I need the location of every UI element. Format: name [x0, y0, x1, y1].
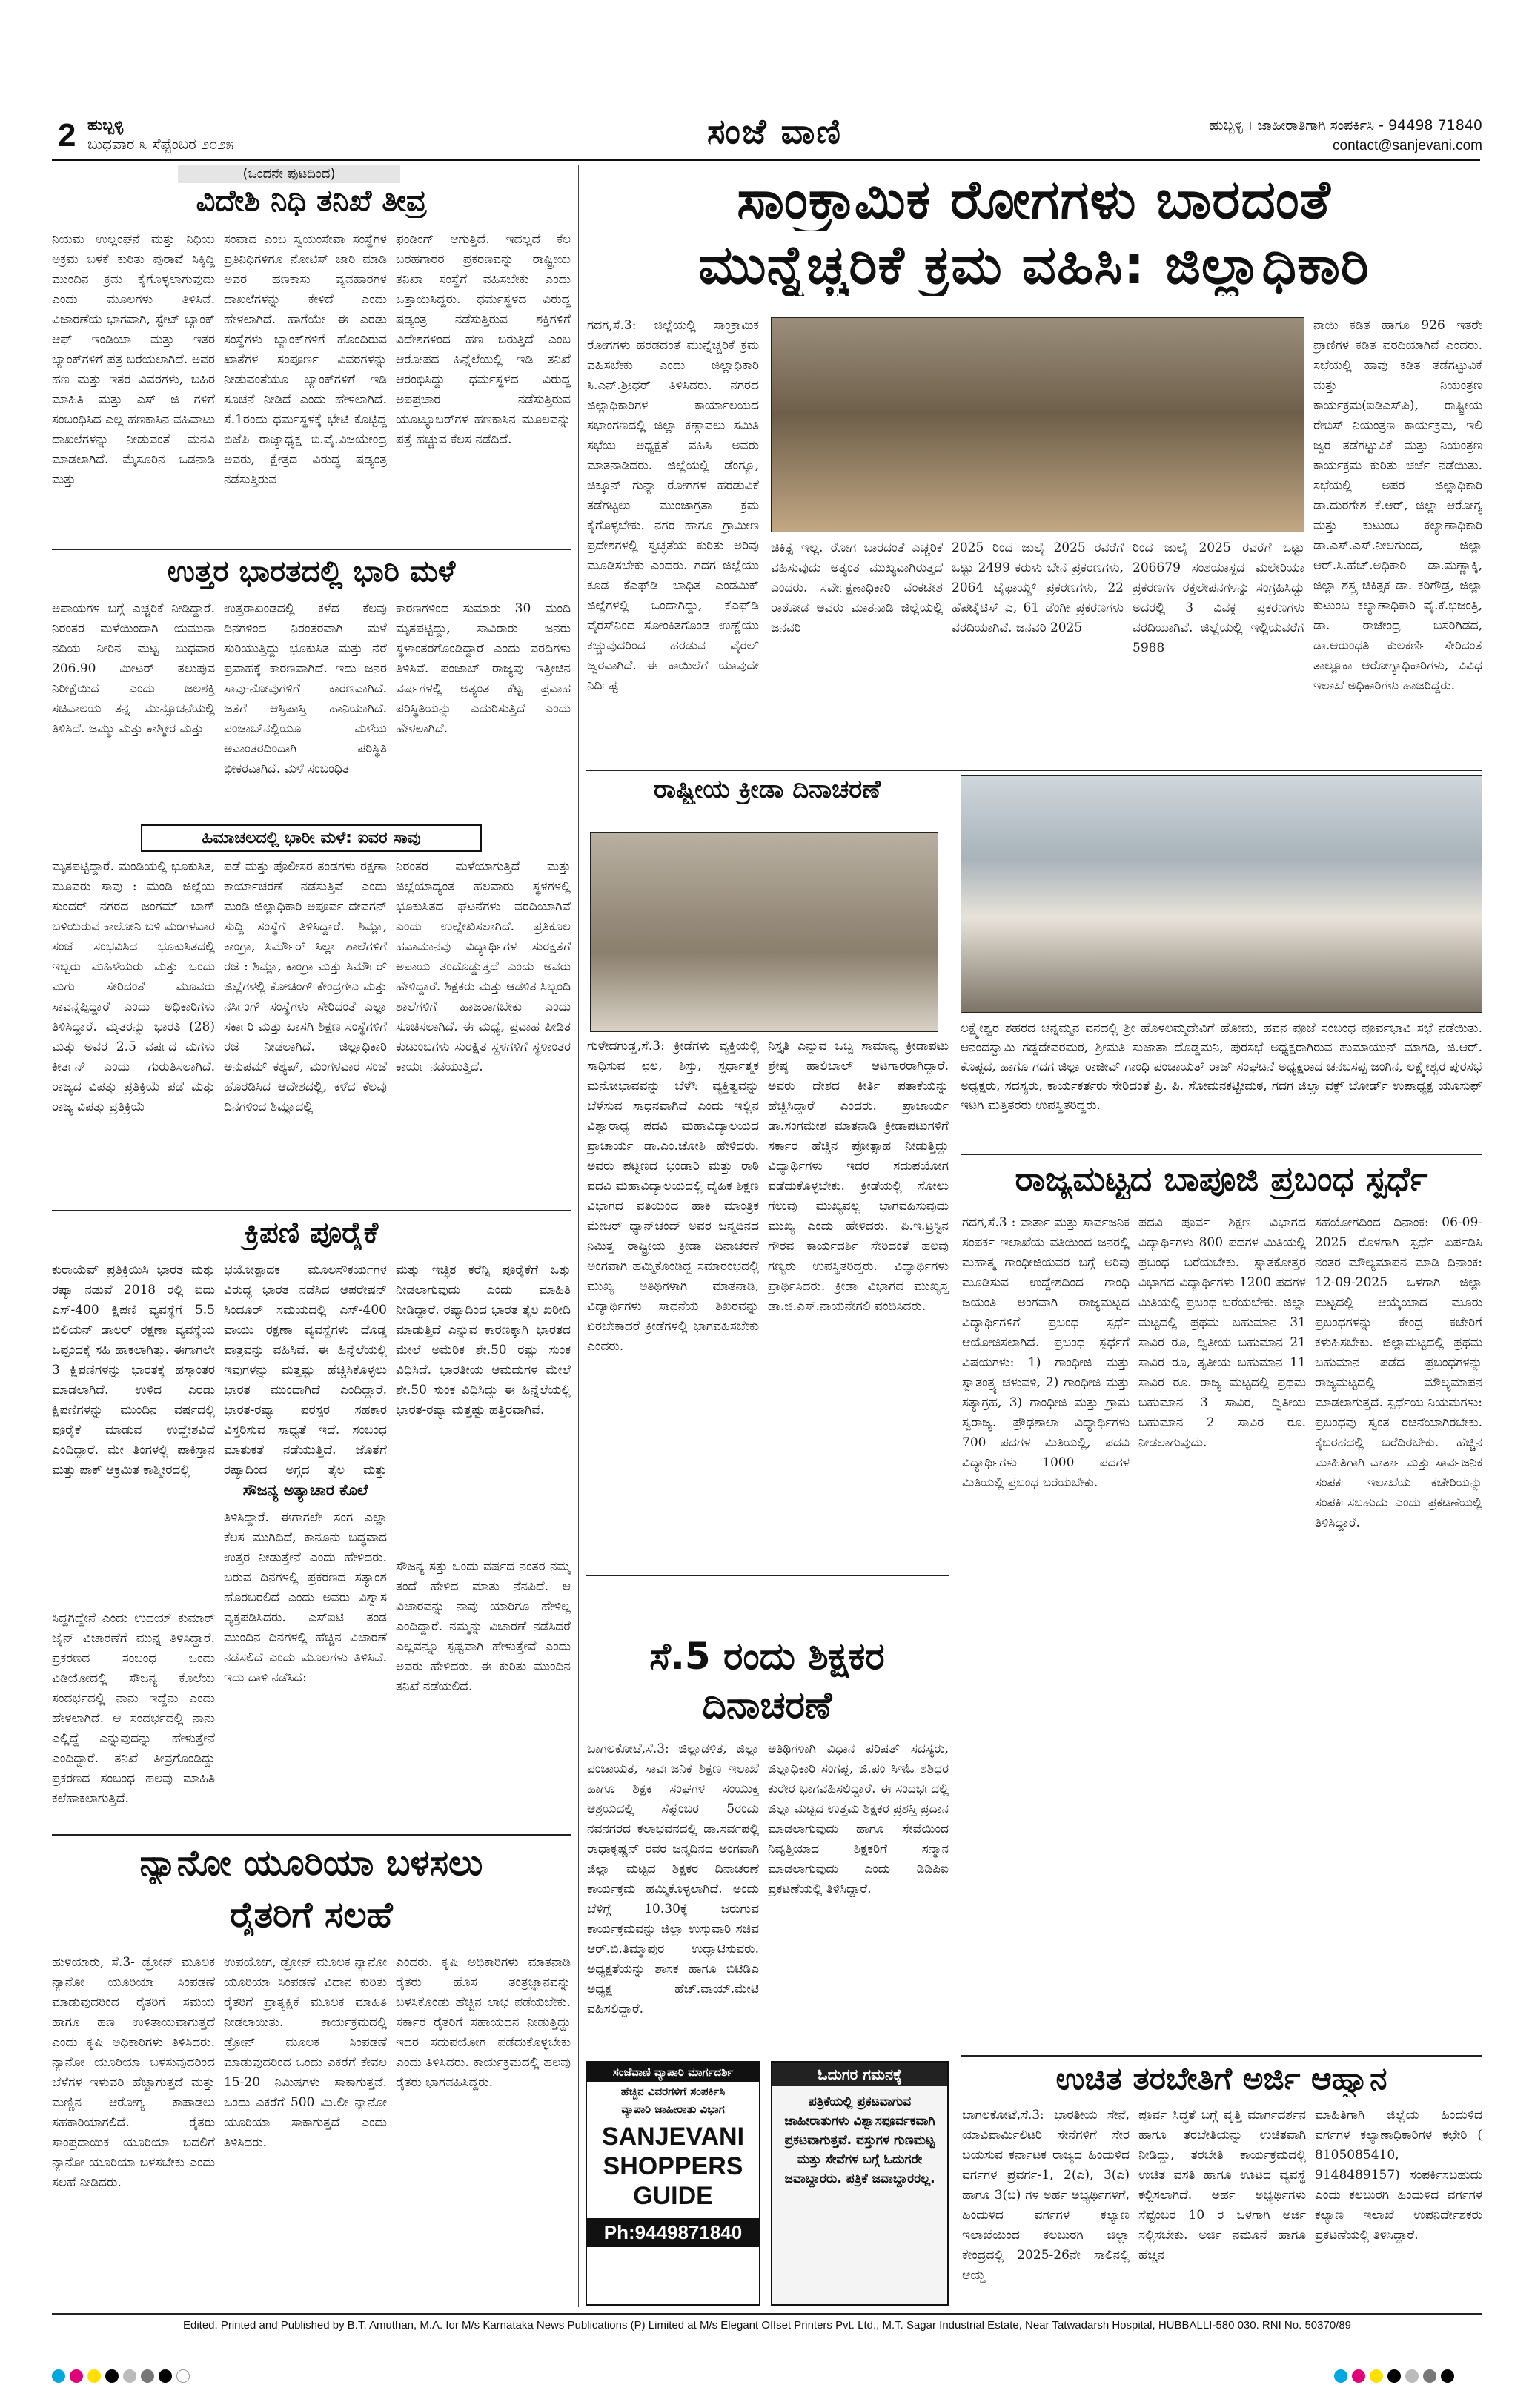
- reader-notice-body: ಪತ್ರಿಕೆಯಲ್ಲಿ ಪ್ರಕಟವಾಗುವ ಜಾಹೀರಾತುಗಳು ವಿಶ್ವಾಸಪೂರ್ವಕವಾಗಿ ಪ್ರಕಟವಾಗುತ್ತವೆ. ವಸ್ತುಗಳ ಗುಣಮಟ್ಟ ಮತ್ತು ಸೇವೆಗಳ ಬಗ್ಗೆ ಓದುಗರೇ ಜವಾಬ್ದಾರರು. ಪತ್ರಿಕೆ ಜವಾಬ್ದಾರರಲ್ಲ.: [784, 2094, 935, 2186]
- missile-col3: ಮತ್ತು ಇಚ್ಛಿತ ಕರೆನ್ಸಿ ಪೂರೈಕೆಗೆ ಒತ್ತು ನೀಡಲಾಗುವುದು ಎಂದು ಮಾಹಿತಿ ನೀಡಿದ್ದಾರೆ. ರಷ್ಯಾದಿಂದ ಭಾರತ ತೈಲ ಖರೀದಿ ಮಾಡುತ್ತಿದೆ ಎನ್ನುವ ಕಾರಣಕ್ಕಾಗಿ ಭಾರತದ ಮೇಲೆ ಅಮೆರಿಕ ಶೇ.50 ರಷ್ಟು ಸುಂಕ ವಿಧಿಸಿದೆ. ಭಾರತೀಯ ಆಮದುಗಳ ಮೇಲೆ ಶೇ.50 ಸುಂಕ ವಿಧಿಸಿದ್ದು ಈ ಹಿನ್ನೆಲೆಯಲ್ಲಿ ಭಾರತ-ರಷ್ಯಾ ಮತ್ತಷ್ಟು ಹತ್ತಿರವಾಗಿವೆ.: [396, 1263, 571, 1418]
- north-rain-col1: ಅಪಾಯಗಳ ಬಗ್ಗೆ ಎಚ್ಚರಿಕೆ ನೀಡಿದ್ದಾರೆ. ನಿರಂತರ ಮಳೆಯಿಂದಾಗಿ ಯಮುನಾ ನದಿಯ ನೀರಿನ ಮಟ್ಟ ಬುಧವಾರ 206.90 ಮೀಟರ್ ತಲುಪುವ ನಿರೀಕ್ಷೆಯಿದೆ ಎಂದು ಜಲಶಕ್ತಿ ಸಚಿವಾಲಯ ತನ್ನ ಮುನ್ಸೂಚನೆಯಲ್ಲಿ ತಿಳಿಸಿದೆ. ಜಮ್ಮು ಮತ್ತು ಕಾಶ್ಮೀರ ಮತ್ತು: [52, 601, 215, 736]
- nano-urea-col3: ಎಂದರು. ಕೃಷಿ ಅಧಿಕಾರಿಗಳು ಮಾತನಾಡಿ ರೈತರು ಹೊಸ ತಂತ್ರಜ್ಞಾನವನ್ನು ಬಳಸಿಕೊಂಡು ಹೆಚ್ಚಿನ ಲಾಭ ಪಡೆಯಬೇಕು. ಸರ್ಕಾರ ರೈತರಿಗೆ ಸಹಾಯಧನ ನೀಡುತ್ತಿದ್ದು ಇದರ ಸದುಪಯೋಗ ಪಡೆದುಕೊಳ್ಳಬೇಕು ಎಂದು ತಿಳಿಸಿದರು. ಕಾರ್ಯಕ್ರಮದಲ್ಲಿ ಹಲವು ರೈತರು ಭಾಗವಹಿಸಿದ್ದರು.: [396, 1955, 571, 2090]
- masthead-title: ಸಂಜೆ ವಾಣಿ: [707, 111, 842, 151]
- registration-dot-black2: [159, 2369, 172, 2383]
- free-training-col3: ಮಾಹಿತಿಗಾಗಿ ಜಿಲ್ಲೆಯ ಹಿಂದುಳಿದ ವರ್ಗಗಳ ಕಲ್ಯಾಣಾಧಿಕಾರಿಗಳ ಕಛೇರಿ ( 8105085410, 9148489157) ಸಂಪರ್ಕಿಸಬಹುದು ಎಂದು ಕಲಬುರಗಿ ಹಿಂದುಳಿದ ವರ್ಗಗಳ ಕಲ್ಯಾಣ ಇಲಾಖೆ ಉಪನಿರ್ದೇಶಕರು ಪ್ರಕಟಣೆಯಲ್ಲಿ ತಿಳಿಸಿದ್ದಾರೆ.: [1315, 2108, 1482, 2243]
- headline-himachal: ಹಿಮಾಚಲದಲ್ಲಿ ಭಾರೀ ಮಳೆ: ಐವರ ಸಾವು: [141, 824, 482, 852]
- headline-teachers-day-1: ಸೆ.5 ರಂದು ಶಿಕ್ಷಕರ: [649, 1635, 885, 1678]
- harassment-col2: ತಿಳಿಸಿದ್ದಾರೆ. ಈಗಾಗಲೇ ಸಂಗ ಎಲ್ಲಾ ಕೆಲಸ ಮುಗಿದಿದೆ, ಕಾನೂನು ಬದ್ಧವಾದ ಉತ್ತರ ನೀಡುತ್ತೇನೆ ಎಂದು ಹೇಳಿದರು. ಬರುವ ದಿನಗಳಲ್ಲಿ ಪ್ರಕರಣದ ಸತ್ಯಾಂಶ ಹೊರಬರಲಿದೆ ಎಂದು ಅವರು ವಿಶ್ವಾಸ ವ್ಯಕ್ತಪಡಿಸಿದರು. ಎಸ್ಐಟಿ ತಂಡ ಮುಂದಿನ ದಿನಗಳಲ್ಲಿ ಹೆಚ್ಚಿನ ವಿಚಾರಣೆ ನಡೆಸಲಿದೆ ಎಂದು ಮೂಲಗಳು ತಿಳಿಸಿವೆ. ಇದು ದಾಳಿ ನಡೆಸಿದೆ:: [224, 1510, 387, 1685]
- missile-col2: ಭಯೋತ್ಪಾದಕ ಮೂಲಸೌಕರ್ಯಗಳ ವಿರುದ್ಧ ಭಾರತ ನಡೆಸಿದ ಆಪರೇಷನ್ ಸಿಂದೂರ್ ಸಮಯದಲ್ಲಿ ಎಸ್-400 ವಾಯು ರಕ್ಷಣಾ ವ್ಯವಸ್ಥೆಗಳು ದೊಡ್ಡ ಪಾತ್ರವನ್ನು ವಹಿಸಿವೆ. ಈ ಹಿನ್ನೆಲೆಯಲ್ಲಿ ಇವುಗಳನ್ನು ಮತ್ತಷ್ಟು ಹೆಚ್ಚಿಸಿಕೊಳ್ಳಲು ಭಾರತ ಮುಂದಾಗಿದೆ ಎಂದಿದ್ದಾರೆ. ಭಾರತ-ರಷ್ಯಾ ಪರಸ್ಪರ ಸಹಕಾರ ವಿಸ್ತರಿಸುವ ಸಾಧ್ಯತೆ ಇದೆ. ಸಂಬಂಧ ಮಾತುಕತೆ ನಡೆಯುತ್ತಿದೆ. ಜೊತೆಗೆ ರಷ್ಯಾದಿಂದ ಅಗ್ಗದ ತೈಲ ಮತ್ತು: [224, 1263, 387, 1478]
- nano-urea-col1: ಹುಳಿಯಾರು, ಸೆ.3- ಡ್ರೋನ್ ಮೂಲಕ ನ್ಯಾನೋ ಯೂರಿಯಾ ಸಿಂಪಡಣೆ ಮಾಡುವುದರಿಂದ ರೈತರಿಗೆ ಸಮಯ ಹಾಗೂ ಹಣ ಉಳಿತಾಯವಾಗುತ್ತದೆ ಎಂದು ಕೃಷಿ ಅಧಿಕಾರಿಗಳು ತಿಳಿಸಿದರು. ನ್ಯಾನೋ ಯೂರಿಯಾ ಬಳಸುವುದರಿಂದ ಬೆಳೆಗಳ ಇಳುವರಿ ಹೆಚ್ಚಾಗುತ್ತದೆ ಮತ್ತು ಮಣ್ಣಿನ ಆರೋಗ್ಯ ಕಾಪಾಡಲು ಸಹಕಾರಿಯಾಗಲಿದೆ. ರೈತರು ಸಾಂಪ್ರದಾಯಿಕ ಯೂರಿಯಾ ಬದಲಿಗೆ ನ್ಯಾನೋ ಯೂರಿಯಾ ಬಳಸಬೇಕು ಎಂದು ಸಲಹೆ ನೀಡಿದರು.: [52, 1955, 215, 2190]
- registration-dot-grey2: [1423, 2369, 1436, 2383]
- epidemic-col-mid1: 2025 ರಿಂದ ಜುಲೈ 2025 ರವರೆಗೆ ಒಟ್ಟು 2499 ಕರುಳು ಬೇನೆ ಪ್ರಕರಣಗಳು, 2064 ಟೈಫಾಯ್ಡ್ ಪ್ರಕರಣಗಳು, 22 ಹೆಪಟೈಟಿಸ್ ಎ, 61 ಡೆಂಗೀ ಪ್ರಕರಣಗಳು ವರದಿಯಾಗಿವೆ. ಜನವರಿ 2025: [952, 540, 1124, 635]
- registration-dot-yellow: [87, 2369, 101, 2383]
- bapuji-col2: ಪದವಿ ಪೂರ್ವ ಶಿಕ್ಷಣ ವಿಭಾಗದ ವಿದ್ಯಾರ್ಥಿಗಳು 800 ಪದಗಳ ಮಿತಿಯಲ್ಲಿ ಪ್ರಬಂಧ ಬರೆಯಬೇಕು. ಸ್ನಾತಕೋತ್ತರ ವಿಭಾಗದ ವಿದ್ಯಾರ್ಥಿಗಳು 1200 ಪದಗಳ ಮಿತಿಯಲ್ಲಿ ಪ್ರಬಂಧ ಬರೆಯಬೇಕು. ಜಿಲ್ಲಾ ಮಟ್ಟದಲ್ಲಿ ಪ್ರಥಮ ಬಹುಮಾನ 31 ಸಾವಿರ ರೂ, ದ್ವಿತೀಯ ಬಹುಮಾನ 21 ಸಾವಿರ ರೂ, ತೃತೀಯ ಬಹುಮಾನ 11 ಸಾವಿರ ರೂ. ರಾಜ್ಯ ಮಟ್ಟದಲ್ಲಿ ಪ್ರಥಮ ಬಹುಮಾನ 3 ಸಾವಿರ, ದ್ವಿತೀಯ ಬಹುಮಾನ 2 ಸಾವಿರ ರೂ. ನೀಡಲಾಗುವುದು.: [1138, 1215, 1306, 1450]
- free-training-col2: ಪೂರ್ವ ಸಿದ್ಧತೆ ಬಗ್ಗೆ ವೃತ್ತಿ ಮಾರ್ಗದರ್ಶನ ಹಾಗೂ ತರಬೇತಿಯನ್ನು ಉಚಿತವಾಗಿ ನೀಡಿದ್ದು, ತರಬೇತಿ ಕಾರ್ಯಕ್ರಮದಲ್ಲಿ ಉಚಿತ ವಸತಿ ಹಾಗೂ ಊಟದ ವ್ಯವಸ್ಥೆ ಕಲ್ಪಿಸಲಾಗಿದೆ. ಅರ್ಹ ಅಭ್ಯರ್ಥಿಗಳು ಸೆಪ್ಟೆಂಬರ 10 ರ ಒಳಗಾಗಿ ಅರ್ಜಿ ಸಲ್ಲಿಸಬೇಕು. ಅರ್ಜಿ ನಮೂನೆ ಹಾಗೂ ಹೆಚ್ಚಿನ: [1138, 2108, 1306, 2263]
- page-number: 2: [58, 117, 76, 153]
- headline-free-training: ಉಚಿತ ತರಬೇತಿಗೆ ಅರ್ಜಿ ಆಹ್ವಾನ: [1055, 2061, 1387, 2097]
- fund-probe-col2: ಸಂವಾದ ಎಂಬ ಸ್ವಯಂಸೇವಾ ಸಂಸ್ಥೆಗಳ ಪ್ರತಿನಿಧಿಗಳಿಗೂ ನೋಟಿಸ್ ಜಾರಿ ಮಾಡಿ ಅವರ ಹಣಕಾಸು ವ್ಯವಹಾರಗಳ ದಾಖಲೆಗಳನ್ನು ಕೇಳಿದೆ ಎಂದು ಹೇಳಲಾಗಿದೆ. ಹಾಗೆಯೇ ಈ ಎರಡು ಸಂಸ್ಥೆಗಳು ಬ್ಯಾಂಕ್‌ಗಳಿಗೆ ಹೊಂದಿರುವ ಖಾತೆಗಳ ಸಂಪೂರ್ಣ ವಿವರಗಳನ್ನು ನೀಡುವಂತೆಯೂ ಬ್ಯಾಂಕ್‌ಗಳಿಗೆ ಇಡಿ ಸೂಚನೆ ನೀಡಿದೆ ಎಂದು ಹೇಳಲಾಗಿದೆ. ಸೆ.1ರಂದು ಧರ್ಮಸ್ಥಳಕ್ಕೆ ಭೇಟಿ ಕೊಟ್ಟಿದ್ದ ಬಿಜೆಪಿ ರಾಜ್ಯಾಧ್ಯಕ್ಷ ಬಿ.ವೈ.ವಿಜಯೇಂದ್ರ ಅವರು, ಕ್ಷೇತ್ರದ ವಿರುದ್ಧ ಷಡ್ಯಂತ್ರ ನಡೆಸುತ್ತಿರುವ: [224, 232, 387, 487]
- harassment-col3: ಸೌಜನ್ಯ ಸತ್ತು ಒಂದು ವರ್ಷದ ನಂತರ ನಮ್ಮ ತಂದೆ ಹೇಳಿದ ಮಾತು ನೆನಪಿದೆ. ಆ ವಿಚಾರವನ್ನು ನಾವು ಯಾರಿಗೂ ಹೇಳಿಲ್ಲ ಎಂದಿದ್ದಾರೆ. ನಮ್ಮನ್ನು ವಿಚಾರಣೆ ನಡೆಸಿದರೆ ಎಲ್ಲವನ್ನೂ ಸ್ಪಷ್ಟವಾಗಿ ಹೇಳುತ್ತೇವೆ ಎಂದು ಅವರು ಹೇಳಿದರು. ಈ ಕುರಿತು ಮುಂದಿನ ತನಿಖೆ ನಡೆಯಲಿದೆ.: [396, 1559, 571, 1694]
- registration-marks-left: [52, 2369, 194, 2386]
- epidemic-col-mid2: ರಿಂದ ಜುಲೈ 2025 ರವರೆಗೆ ಒಟ್ಟು 206679 ಸಂಶಯಾಸ್ಪದ ಮಲೇರಿಯಾ ಪ್ರಕರಣಗಳ ರಕ್ತಲೇಪನಗಳನ್ನು ಸಂಗ್ರಹಿಸಿದ್ದು ಅದರಲ್ಲಿ 3 ವಿವಕ್ಸ ಪ್ರಕರಣಗಳು ವರದಿಯಾಗಿವೆ. ಜಿಲ್ಲೆಯಲ್ಲಿ ಇಲ್ಲಿಯವರೆಗೆ 5988: [1133, 540, 1304, 655]
- header-city: ಹುಬ್ಬಳ್ಳಿ: [87, 116, 124, 133]
- registration-dot-magenta: [70, 2369, 83, 2383]
- registration-dot-grey: [123, 2369, 136, 2383]
- shoppers-ad-dept: ವ್ಯಾಪಾರಿ ಜಾಹೀರಾತು ವಿಭಾಗ: [621, 2103, 725, 2116]
- registration-dot-cyan: [52, 2369, 65, 2383]
- teachers-day-col1: ಬಾಗಲಕೋಟೆ,ಸೆ.3: ಜಿಲ್ಲಾಡಳಿತ, ಜಿಲ್ಲಾ ಪಂಚಾಯತ, ಸಾರ್ವಜನಿಕ ಶಿಕ್ಷಣ ಇಲಾಖೆ ಹಾಗೂ ಶಿಕ್ಷಕ ಸಂಘಗಳ ಸಂಯುಕ್ತ ಆಶ್ರಯದಲ್ಲಿ ಸೆಪ್ಟೆಂಬರ 5ರಂದು ನವನಗರದ ಕಲಾಭವನದಲ್ಲಿ ಡಾ.ಸರ್ವಪಲ್ಲಿ ರಾಧಾಕೃಷ್ಣನ್ ರವರ ಜನ್ಮದಿನದ ಅಂಗವಾಗಿ ಜಿಲ್ಲಾ ಮಟ್ಟದ ಶಿಕ್ಷಕರ ದಿನಾಚರಣೆ ಕಾರ್ಯಕ್ರಮ ಹಮ್ಮಿಕೊಳ್ಳಲಾಗಿದೆ. ಅಂದು ಬೆಳಿಗ್ಗೆ 10.30ಕ್ಕೆ ಜರುಗುವ ಕಾರ್ಯಕ್ರಮವನ್ನು ಜಿಲ್ಲಾ ಉಸ್ತುವಾರಿ ಸಚಿವ ಆರ್.ಬಿ.ತಿಮ್ಮಾಪುರ ಉದ್ಘಾಟಿಸುವರು. ಅಧ್ಯಕ್ಷತೆಯನ್ನು ಶಾಸಕ ಹಾಗೂ ಬಿಟಿಡಿಎ ಅಧ್ಯಕ್ಷ ಹೆಚ್.ವಾಯ್.ಮೇಟಿ ವಹಿಸಲಿದ್ದಾರೆ.: [587, 1742, 759, 2017]
- registration-dot-magenta: [1352, 2369, 1365, 2383]
- himachal-col2: ಪಡೆ ಮತ್ತು ಪೊಲೀಸರ ತಂಡಗಳು ರಕ್ಷಣಾ ಕಾರ್ಯಾಚರಣೆ ನಡೆಸುತ್ತಿವೆ ಎಂದು ಮಂಡಿ ಜಿಲ್ಲಾಧಿಕಾರಿ ಅಪೂರ್ವ ದೇವಗನ್ ಸುದ್ದಿ ಸಂಸ್ಥೆಗೆ ತಿಳಿಸಿದ್ದಾರೆ. ಶಿಮ್ಲಾ, ಕಾಂಗ್ರಾ, ಸಿರ್ಮೌರ್ ಸಿಲ್ಲಾ ಶಾಲೆಗಳಿಗೆ ರಜೆ : ಶಿಮ್ಲಾ, ಕಾಂಗ್ರಾ ಮತ್ತು ಸಿರ್ಮೌರ್ ಜಿಲ್ಲೆಗಳಲ್ಲಿ ಕೋಚಿಂಗ್ ಕೇಂದ್ರಗಳು ಮತ್ತು ನರ್ಸಿಂಗ್ ಸಂಸ್ಥೆಗಳು ಸೇರಿದಂತೆ ಎಲ್ಲಾ ಸರ್ಕಾರಿ ಮತ್ತು ಖಾಸಗಿ ಶಿಕ್ಷಣ ಸಂಸ್ಥೆಗಳಿಗೆ ರಜೆ ನೀಡಲಾಗಿದೆ. ಜಿಲ್ಲಾಧಿಕಾರಿ ಅನುಪಮ್ ಕಶ್ಯಪ್, ಮಂಗಳವಾರ ಸಂಜೆ ಹೊರಡಿಸಿದ ಆದೇಶದಲ್ಲಿ, ಕಳೆದ ಕೆಲವು ದಿನಗಳಿಂದ ಶಿಮ್ಲಾದಲ್ಲಿ: [224, 859, 387, 1114]
- harassment-col1: ಸಿದ್ದಗಿದ್ದೇನೆ ಎಂದು ಉದಯ್ ಕುಮಾರ್ ಜೈನ್ ವಿಚಾರಣೆಗೆ ಮುನ್ನ ತಿಳಿಸಿದ್ದಾರೆ. ಪ್ರಕರಣದ ಸಂಬಂಧ ಒಂದು ವಿಡಿಯೋದಲ್ಲಿ ಸೌಜನ್ಯ ಕೊಲೆಯ ಸಂದರ್ಭದಲ್ಲಿ ನಾನು ಇದ್ದೆನು ಎಂದು ಹೇಳಲಾಗಿದೆ. ಆ ಸಂದರ್ಭದಲ್ಲಿ ನಾನು ಎಲ್ಲಿದ್ದೆ ಎನ್ನುವುದನ್ನು ಹೇಳುತ್ತೇನೆ ಎಂದಿದ್ದಾರೆ. ತನಿಖೆ ತೀವ್ರಗೊಂಡಿದ್ದು ಪ್ರಕರಣದ ಸಂಬಂಧ ಹಲವು ಮಾಹಿತಿ ಕಲೆಹಾಕಲಾಗುತ್ತಿದೆ.: [52, 1611, 215, 1806]
- free-training-col1: ಬಾಗಲಕೋಟೆ,ಸೆ.3: ಭಾರತೀಯ ಸೇನೆ, ಯಾವಿಪಾರ್ಮಿಲಿಟರಿ ಸೇನೆಗಳಿಗೆ ಸೇರ ಬಯಸುವ ಕರ್ನಾಟಕ ರಾಜ್ಯದ ಹಿಂದುಳಿದ ವರ್ಗಗಳ ಪ್ರವರ್ಗ-1, 2(ಎ), 3(ಎ) ಹಾಗೂ 3(ಬ) ಗಳ ಅರ್ಹ ಅಭ್ಯರ್ಥಿಗಳಿಗೆ, ಹಿಂದುಳಿದ ವರ್ಗಗಳ ಕಲ್ಯಾಣ ಇಲಾಖೆಯಿಂದ ಕಲಬುರಗಿ ಜಿಲ್ಲಾ ಕೇಂದ್ರದಲ್ಲಿ 2025-26ನೇ ಸಾಲಿನಲ್ಲಿ ಆಯ್ದ: [962, 2108, 1130, 2283]
- header-email[interactable]: contact@sanjevani.com: [1333, 138, 1482, 153]
- sports-day-col2b: ನಿಸ್ತೃತಿ ಎನ್ನುವ ಒಬ್ಬ ಸಾಮಾನ್ಯ ಕ್ರೀಡಾಪಟು ಶ್ರೇಷ್ಠ ಹಾಲಿಬಾಲ್ ಆಟಗಾರರಾಗಿದ್ದಾರೆ. ಅವರು ದೇಶದ ಕೀರ್ತಿ ಪತಾಕೆಯನ್ನು ಹೆಚ್ಚಿಸಿದ್ದಾರೆ ಎಂದರು. ಪ್ರಾಚಾರ್ಯ ಡಾ.ಸಂಗಮೇಶ ಮಾತನಾಡಿ ಕ್ರೀಡಾಪಟುಗಳಿಗೆ ಸರ್ಕಾರ ಹೆಚ್ಚಿನ ಪ್ರೋತ್ಸಾಹ ನೀಡುತ್ತಿದ್ದು ವಿದ್ಯಾರ್ಥಿಗಳು ಇದರ ಸದುಪಯೋಗ ಪಡೆದುಕೊಳ್ಳಬೇಕು. ಕ್ರೀಡೆಯಲ್ಲಿ ಸೋಲು ಗೆಲುವು ಮುಖ್ಯವಲ್ಲ ಭಾಗವಹಿಸುವುದು ಮುಖ್ಯ ಎಂದು ಹೇಳಿದರು. ಪಿ.ಇ.ಟ್ರಸ್ಟಿನ ಗೌರವ ಕಾರ್ಯದರ್ಶಿ ಸೇರಿದಂತೆ ಹಲವು ಗಣ್ಯರು ಉಪಸ್ಥಿತರಿದ್ದರು. ವಿದ್ಯಾರ್ಥಿಗಳು ಪ್ರಾರ್ಥಿಸಿದರು. ಕ್ರೀಡಾ ವಿಭಾಗದ ಮುಖ್ಯಸ್ಥ ಡಾ.ಜಿ.ಎಸ್.ನಾಯನೇಗಲಿ ವಂದಿಸಿದರು.: [768, 1039, 949, 1314]
- continued-label: (ಒಂದನೇ ಪುಟದಿಂದ): [178, 165, 400, 183]
- headline-sports-day: ರಾಷ್ಟ್ರೀಯ ಕ್ರೀಡಾ ದಿನಾಚರಣೆ: [653, 775, 881, 804]
- headline-north-rain: ಉತ್ತರ ಭಾರತದಲ್ಲಿ ಭಾರಿ ಮಳೆ: [167, 555, 456, 589]
- registration-dot-white: [176, 2369, 190, 2383]
- registration-marks-right: [1334, 2369, 1459, 2386]
- registration-dot-grey2: [141, 2369, 154, 2383]
- registration-dot-black: [1387, 2369, 1401, 2383]
- shoppers-guide-ad: [586, 2061, 760, 2306]
- headline-nano-urea-2: ರೈತರಿಗೆ ಸಲಹೆ: [230, 1895, 393, 1936]
- bapuji-col1: ಗದಗ,ಸೆ.3 : ವಾರ್ತಾ ಮತ್ತು ಸಾರ್ವಜನಿಕ ಸಂಪರ್ಕ ಇಲಾಖೆಯ ವತಿಯಿಂದ ಜನರಲ್ಲಿ ಮಹಾತ್ಮ ಗಾಂಧೀಜಿಯವರ ಬಗ್ಗೆ ಅರಿವು ಮೂಡಿಸುವ ಉದ್ದೇಶದಿಂದ ಗಾಂಧಿ ಜಯಂತಿ ಅಂಗವಾಗಿ ರಾಜ್ಯಮಟ್ಟದ ವಿದ್ಯಾರ್ಥಿಗಳಿಗೆ ಪ್ರಬಂಧ ಸ್ಪರ್ಧೆ ಆಯೋಜಿಸಲಾಗಿದೆ. ಪ್ರಬಂಧ ಸ್ಪರ್ಧೆಗೆ ವಿಷಯಗಳು: 1) ಗಾಂಧೀಜಿ ಮತ್ತು ಸ್ವಾತಂತ್ರ್ಯ ಚಳುವಳಿ, 2) ಗಾಂಧೀಜಿ ಮತ್ತು ಸತ್ಯಾಗ್ರಹ, 3) ಗಾಂಧೀಜಿ ಮತ್ತು ಗ್ರಾಮ ಸ್ವರಾಜ್ಯ. ಪ್ರೌಢಶಾಲಾ ವಿದ್ಯಾರ್ಥಿಗಳು 700 ಪದಗಳ ಮಿತಿಯಲ್ಲಿ, ಪದವಿ ವಿದ್ಯಾರ್ಥಿಗಳು 1000 ಪದಗಳ ಮಿತಿಯಲ್ಲಿ ಪ್ರಬಂಧ ಬರೆಯಬೇಕು.: [962, 1215, 1130, 1490]
- headline-bapuji-essay: ರಾಜ್ಯಮಟ್ಟದ ಬಾಪೂಜಿ ಪ್ರಬಂಧ ಸ್ಪರ್ಧೆ: [1015, 1160, 1428, 1199]
- bapuji-col3: ಸಹಯೋಗದಿಂದ ದಿನಾಂಕ: 06-09-2025 ರೊಳಗಾಗಿ ಸ್ಪರ್ಧೆ ಏರ್ಪಡಿಸಿ ನಂತರ ಮೌಲ್ಯಮಾಪನ ಮಾಡಿ ದಿನಾಂಕ: 12-09-2025 ಒಳಗಾಗಿ ಜಿಲ್ಲಾ ಮಟ್ಟದಲ್ಲಿ ಆಯ್ಕೆಯಾದ ಮೂರು ಪ್ರಬಂಧಗಳನ್ನು ಕೇಂದ್ರ ಕಚೇರಿಗೆ ಕಳುಹಿಸಬೇಕು. ಜಿಲ್ಲಾಮಟ್ಟದಲ್ಲಿ ಪ್ರಥಮ ಬಹುಮಾನ ಪಡೆದ ಪ್ರಬಂಧಗಳನ್ನು ರಾಜ್ಯಮಟ್ಟದಲ್ಲಿ ಮೌಲ್ಯಮಾಪನ ಮಾಡಲಾಗುತ್ತದೆ. ಸ್ಪರ್ಧೆಯ ನಿಯಮಗಳು: ಪ್ರಬಂಧವು ಸ್ವಂತ ರಚನೆಯಾಗಿರಬೇಕು. ಕೈಬರಹದಲ್ಲಿ ಬರೆದಿರಬೇಕು. ಹೆಚ್ಚಿನ ಮಾಹಿತಿಗಾಗಿ ವಾರ್ತಾ ಮತ್ತು ಸಾರ್ವಜನಿಕ ಸಂಪರ್ಕ ಇಲಾಖೆಯ ಕಚೇರಿಯನ್ನು ಸಂಪರ್ಕಿಸಬಹುದು ಎಂದು ಪ್ರಕಟಣೆಯಲ್ಲಿ ತಿಳಿಸಿದ್ದಾರೆ.: [1315, 1215, 1482, 1530]
- shoppers-ad-mid: ಹೆಚ್ಚಿನ ವಿವರಗಳಿಗೆ ಸಂಪರ್ಕಿಸಿ: [620, 2085, 726, 2098]
- reader-notice-ad: [771, 2061, 949, 2306]
- sports-day-col1: ಗುಳೇದಗುಡ್ಡ,ಸೆ.3: ಕ್ರೀಡೆಗಳು ವ್ಯಕ್ತಿಯಲ್ಲಿ ಸಾಧಿಸುವ ಛಲ, ಶಿಸ್ತು, ಸ್ಪರ್ಧಾತ್ಮಕ ಮನೋಭಾವವನ್ನು ಬೆಳೆಸಿ ವ್ಯಕ್ತಿತ್ವವನ್ನು ಬೆಳೆಸುವ ಸಾಧನವಾಗಿದೆ ಎಂದು ಇಲ್ಲಿನ ವಿಶ್ವಾರಾಧ್ಯ ಪದವಿ ಮಹಾವಿದ್ಯಾಲಯದ ಪ್ರಾಚಾರ್ಯ ಡಾ.ಎಂ.ಜೋಶಿ ಹೇಳಿದರು. ಅವರು ಪಟ್ಟಣದ ಭಂಡಾರಿ ಮತ್ತು ರಾಠಿ ಪದವಿ ಮಹಾವಿದ್ಯಾಲಯದಲ್ಲಿ ದೈಹಿಕ ಶಿಕ್ಷಣ ವಿಭಾಗದ ವತಿಯಿಂದ ಹಾಕಿ ಮಾಂತ್ರಿಕ ಮೇಜರ್ ಧ್ಯಾನ್‌ಚಂದ್ ಅವರ ಜನ್ಮದಿನದ ನಿಮಿತ್ತ ರಾಷ್ಟ್ರೀಯ ಕ್ರೀಡಾ ದಿನಾಚರಣೆ ಅಂಗವಾಗಿ ಹಮ್ಮಿಕೊಂಡಿದ್ದ ಸಮಾರಂಭದಲ್ಲಿ ಮುಖ್ಯ ಅತಿಥಿಗಳಾಗಿ ಮಾತನಾಡಿ, ವಿದ್ಯಾರ್ಥಿಗಳು ಸಾಧನೆಯ ಶಿಖರವನ್ನು ಏರಬೇಕಾದರೆ ಕ್ರೀಡೆಗಳಲ್ಲಿ ಭಾಗವಹಿಸಬೇಕು ಎಂದರು.: [587, 1039, 759, 1354]
- headline-epidemic-2: ಮುನ್ನೆಚ್ಚರಿಕೆ ಕ್ರಮ ವಹಿಸಿ: ಜಿಲ್ಲಾಧಿಕಾರಿ: [698, 234, 1370, 296]
- registration-dot-yellow: [1370, 2369, 1383, 2383]
- header-date: ಬುಧವಾರ ೩ ಸೆಪ್ಟೆಂಬರ ೨೦೨೫: [87, 135, 234, 153]
- registration-dot-black: [105, 2369, 119, 2383]
- north-rain-col3: ಕಾರಣಗಳಿಂದ ಸುಮಾರು 30 ಮಂದಿ ಮೃತಪಟ್ಟಿದ್ದು, ಸಾವಿರಾರು ಜನರು ಸ್ಥಳಾಂತರಗೊಂಡಿದ್ದಾರೆ ಎಂದು ವರದಿಗಳು ತಿಳಿಸಿವೆ. ಪಂಜಾಬ್ ರಾಜ್ಯವು ಇತ್ತೀಚಿನ ವರ್ಷಗಳಲ್ಲಿ ಅತ್ಯಂತ ಕೆಟ್ಟ ಪ್ರವಾಹ ಪರಿಸ್ಥಿತಿಯನ್ನು ಎದುರಿಸುತ್ತಿದೆ ಎಂದು ಹೇಳಲಾಗಿದೆ.: [396, 601, 571, 736]
- registration-dot-grey: [1405, 2369, 1419, 2383]
- shoppers-ad-top: ಸಂಜೆವಾಣಿ ವ್ಯಾಪಾರಿ ಮಾರ್ಗದರ್ಶಿ: [587, 2063, 759, 2082]
- lakshmeshwar-photo: [961, 775, 1482, 1013]
- headline-fund-probe: ವಿದೇಶಿ ನಿಧಿ ತನಿಖೆ ತೀವ್ರ: [196, 184, 427, 218]
- shoppers-ad-en3: GUIDE: [633, 2182, 713, 2210]
- header-ad-line: ಹುಬ್ಬಳ್ಳಿ । ಜಾಹೀರಾತಿಗಾಗಿ ಸಂಪರ್ಕಿಸಿ - 94498 71840: [1209, 117, 1482, 133]
- headline-missile: ಕ್ರಿಪಣಿ ಪೂರೈಕೆ: [244, 1216, 379, 1250]
- lakshmeshwar-caption: ಲಕ್ಷ್ಮೇಶ್ವರ ಶಹರದ ಚನ್ನಮ್ಮನ ವನದಲ್ಲಿ ಶ್ರೀ ಹೊಳಲಮ್ಮದೇವಿಗೆ ಹೋಮ, ಹವನ ಪೂಜೆ ಸಂಬಂಧ ಪೂರ್ವಭಾವಿ ಸಭೆ ನಡೆಯಿತು. ಆನಂದಸ್ವಾಮಿ ಗಡ್ಡದೇವರಮಠ, ಶ್ರೀಮತಿ ಸುಜಾತಾ ದೊಡ್ಡಮನಿ, ಪುರಸಭೆ ಅಧ್ಯಕ್ಷರಾಗಿರುವ ಹುಮಾಯುನ್ ಮಾಗಡಿ, ಜಿ.ಆರ್. ಕೊಪ್ಪದ, ಹಾಗೂ ಗದಗ ಜಿಲ್ಲಾ ರಾಜೀವ್ ಗಾಂಧಿ ಪಂಚಾಯತ್ ರಾಜ್ ಸಂಘಟನೆ ಅಧ್ಯಕ್ಷರಾದ ಚನಬಸಪ್ಪ ಜಂಗಿನ, ಲಕ್ಷ್ಮೇಶ್ವರ ಪುರಸಭೆ ಅಧ್ಯಕ್ಷರು, ಸದಸ್ಯರು, ಕಾರ್ಯಕರ್ತರು ಸೇರಿದಂತೆ ಪ್ರಿ. ಪಿ. ಸೋಮನಕಟ್ಟೀಮಠ, ಗದಗ ಜಿಲ್ಲಾ ವಕ್ಫ್ ಬೋರ್ಡ್ ಉಪಾಧ್ಯಕ್ಷ ಯೂಸುಫ್ ಇಟಗಿ ಮತ್ತಿತರರು ಉಪಸ್ಥಿತರಿದ್ದರು.: [961, 1021, 1482, 1113]
- nano-urea-col2: ಉಪಯೋಗ, ಡ್ರೋನ್ ಮೂಲಕ ನ್ಯಾನೋ ಯೂರಿಯಾ ಸಿಂಪಡಣೆ ವಿಧಾನ ಕುರಿತು ರೈತರಿಗೆ ಪ್ರಾತ್ಯಕ್ಷಿಕೆ ಮೂಲಕ ಮಾಹಿತಿ ನೀಡಲಾಯಿತು. ಕಾರ್ಯಕ್ರಮದಲ್ಲಿ ಡ್ರೋನ್ ಮೂಲಕ ಸಿಂಪಡಣೆ ಮಾಡುವುದರಿಂದ ಒಂದು ಎಕರೆಗೆ ಕೇವಲ 15-20 ನಿಮಿಷಗಳು ಸಾಕಾಗುತ್ತವೆ. ಒಂದು ಎಕರೆಗೆ 500 ಮಿ.ಲೀ ನ್ಯಾನೋ ಯೂರಿಯಾ ಸಾಕಾಗುತ್ತದೆ ಎಂದು ತಿಳಿಸಿದರು.: [224, 1955, 387, 2150]
- meeting-photo: [771, 317, 1304, 532]
- epidemic-col1: ಗದಗ,ಸೆ.3: ಜಿಲ್ಲೆಯಲ್ಲಿ ಸಾಂಕ್ರಾಮಿಕ ರೋಗಗಳು ಹರಡದಂತೆ ಮುನ್ನೆಚ್ಚರಿಕೆ ಕ್ರಮ ವಹಿಸಬೇಕು ಎಂದು ಜಿಲ್ಲಾಧಿಕಾರಿ ಸಿ.ಎನ್.ಶ್ರೀಧರ್ ತಿಳಿಸಿದರು. ನಗರದ ಜಿಲ್ಲಾಧಿಕಾರಿಗಳ ಕಾರ್ಯಾಲಯದ ಸಭಾಂಗಣದಲ್ಲಿ ಜಿಲ್ಲಾ ಕಣ್ಗಾವಲು ಸಮಿತಿ ಸಭೆಯ ಅಧ್ಯಕ್ಷತೆ ವಹಿಸಿ ಅವರು ಮಾತನಾಡಿದರು. ಜಿಲ್ಲೆಯಲ್ಲಿ ಡೆಂಗ್ಯೂ, ಚಿಕ್ಕೂನ್ ಗುನ್ಯಾ ರೋಗಗಳ ಹರಡುವಿಕೆ ತಡೆಗಟ್ಟಲು ಮುಂಜಾಗ್ರತಾ ಕ್ರಮ ಕೈಗೊಳ್ಳಬೇಕು. ನಗರ ಹಾಗೂ ಗ್ರಾಮೀಣ ಪ್ರದೇಶಗಳಲ್ಲಿ ಸ್ವಚ್ಛತೆಯ ಕುರಿತು ಅರಿವು ಮೂಡಿಸಬೇಕು ಎಂದರು. ಗದಗ ಜಿಲ್ಲೆಯು ಕೂಡ ಕೆಎಫ್‌ಡಿ ಬಾಧಿತ ಎಂಡಮಿಕ್ ಜಿಲ್ಲೆಗಳಲ್ಲಿ ಒಂದಾಗಿದ್ದು, ಕೆಎಫ್‌ಡಿ ವೈರಸ್‌ನಿಂದ ಸೋಂಕಿತಗೊಂಡ ಉಣ್ಣೆಯು ಕಚ್ಚುವುದರಿಂದ ಹರಡುವ ವೈರಲ್ ಜ್ವರವಾಗಿದೆ. ಈ ಕಾಯಿಲೆಗೆ ಯಾವುದೇ ನಿರ್ದಿಷ್ಟ: [587, 318, 759, 693]
- headline-epidemic-1: ಸಾಂಕ್ರಾಮಿಕ ರೋಗಗಳು ಬಾರದಂತೆ: [737, 169, 1331, 231]
- epidemic-col-right: ನಾಯಿ ಕಡಿತ ಹಾಗೂ 926 ಇತರೇ ಪ್ರಾಣಿಗಳ ಕಡಿತ ವರದಿಯಾಗಿವೆ ಎಂದರು. ಸಭೆಯಲ್ಲಿ ಹಾವು ಕಡಿತ ತಡೆಗಟ್ಟುವಿಕೆ ಮತ್ತು ನಿಯಂತ್ರಣ ಕಾರ್ಯಕ್ರಮ(ಐಡಿಎಸ್‌ಪಿ), ರಾಷ್ಟ್ರೀಯ ರೇಬಿಸ್ ನಿಯಂತ್ರಣ ಕಾರ್ಯಕ್ರಮ, ಇಲಿ ಜ್ವರ ತಡೆಗಟ್ಟುವಿಕೆ ಮತ್ತು ನಿಯಂತ್ರಣ ಕಾರ್ಯಕ್ರಮ ಕುರಿತು ಚರ್ಚೆ ನಡೆಯಿತು. ಸಭೆಯಲ್ಲಿ ಅಪರ ಜಿಲ್ಲಾಧಿಕಾರಿ ಡಾ.ದುರಗೇಶ ಕೆ.ಆರ್, ಜಿಲ್ಲಾ ಆರೋಗ್ಯ ಮತ್ತು ಕುಟುಂಬ ಕಲ್ಯಾಣಾಧಿಕಾರಿ ಡಾ.ಎಸ್.ಎಸ್.ನೀಲಗುಂದ, ಜಿಲ್ಲಾ ಆರ್.ಸಿ.ಹೆಚ್.ಅಧಿಕಾರಿ ಡಾ.ಮಣ್ಣಾಕ್ಕಿ, ಜಿಲ್ಲಾ ಶಸ್ತ್ರ ಚಿಕಿತ್ಸಕ ಡಾ. ಕರಿಗೌಡ್ರ, ಜಿಲ್ಲಾ ಕುಟುಂಬ ಕಲ್ಯಾಣಾಧಿಕಾರಿ ವೈ.ಕೆ.ಭಜಂತ್ರಿ, ಡಾ. ರಾಜೇಂದ್ರ ಬಸರಿಗಿಡದ, ಡಾ.ಆರುಂಧತಿ ಕುಲಕರ್ಣಿ ಸೇರಿದಂತೆ ತಾಲ್ಲೂಕಾ ಆರೋಗ್ಯಾಧಿಕಾರಿಗಳು, ವಿವಿಧ ಇಲಾಖೆ ಅಧಿಕಾರಿಗಳು ಹಾಜರಿದ್ದರು.: [1313, 318, 1482, 693]
- masthead-rule: [52, 159, 1480, 161]
- himachal-col1: ಮೃತಪಟ್ಟಿದ್ದಾರೆ. ಮಂಡಿಯಲ್ಲಿ ಭೂಕುಸಿತ, ಮೂವರು ಸಾವು : ಮಂಡಿ ಜಿಲ್ಲೆಯ ಸುಂದರ್ ನಗರದ ಜಂಗಮ್ ಬಾಗ್ ಬಳಿಯಿರುವ ಕಾಲೋನಿ ಬಳಿ ಮಂಗಳವಾರ ಸಂಜೆ ಸಂಭವಿಸಿದ ಭೂಕುಸಿತದಲ್ಲಿ ಇಬ್ಬರು ಮಹಿಳೆಯರು ಮತ್ತು ಒಂದು ಮಗು ಸೇರಿದಂತೆ ಮೂವರು ಸಾವನ್ನಪ್ಪಿದ್ದಾರೆ ಎಂದು ಅಧಿಕಾರಿಗಳು ತಿಳಿಸಿದ್ದಾರೆ. ಮೃತರನ್ನು ಭಾರತಿ (28) ಮತ್ತು ಅವರ 2.5 ವರ್ಷದ ಮಗಳು ಕೀರ್ತನ್ ಎಂದು ಗುರುತಿಸಲಾಗಿದೆ. ರಾಜ್ಯದ ವಿಪತ್ತು ಪ್ರತಿಕ್ರಿಯೆ ಪಡೆ ಮತ್ತು ರಾಜ್ಯ ವಿಪತ್ತು ಪ್ರತಿಕ್ರಿಯೆ: [52, 859, 215, 1114]
- registration-dot-cyan: [1334, 2369, 1347, 2383]
- reader-notice-title: ಓದುಗರ ಗಮನಕ್ಕೆ: [772, 2063, 947, 2086]
- sports-day-photo: [590, 832, 938, 1032]
- shoppers-ad-phone: Ph:9449871840: [587, 2218, 759, 2247]
- headline-harassment: ಸೌಜನ್ಯ ಅತ್ಯಾಚಾರ ಕೊಲೆ: [242, 1481, 368, 1499]
- teachers-day-col2: ಅತಿಥಿಗಳಾಗಿ ವಿಧಾನ ಪರಿಷತ್ ಸದಸ್ಯರು, ಜಿಲ್ಲಾಧಿಕಾರಿ ಸಂಗಪ್ಪ, ಜಿ.ಪಂ ಸಿಇಓ ಶಶಿಧರ ಕುರೇರ ಭಾಗವಹಿಸಲಿದ್ದಾರೆ. ಈ ಸಂದರ್ಭದಲ್ಲಿ ಜಿಲ್ಲಾ ಮಟ್ಟದ ಉತ್ತಮ ಶಿಕ್ಷಕರ ಪ್ರಶಸ್ತಿ ಪ್ರದಾನ ಮಾಡಲಾಗುವುದು ಹಾಗೂ ಸೇವೆಯಿಂದ ನಿವೃತ್ತಿಯಾದ ಶಿಕ್ಷಕರಿಗೆ ಸನ್ಮಾನ ಮಾಡಲಾಗುವುದು ಎಂದು ಡಿಡಿಪಿಐ ಪ್ರಕಟಣೆಯಲ್ಲಿ ತಿಳಿಸಿದ್ದಾರೆ.: [768, 1742, 949, 1896]
- epidemic-photo-caption: ಚಿಕಿತ್ಸೆ ಇಲ್ಲ. ರೋಗ ಬಾರದಂತೆ ಎಚ್ಚರಿಕೆ ವಹಿಸುವುದು ಅತ್ಯಂತ ಮುಖ್ಯವಾಗಿರುತ್ತದೆ ಎಂದರು. ಸರ್ವೇಕ್ಷಣಾಧಿಕಾರಿ ವೆಂಕಟೇಶ ರಾಠೋಡ ಅವರು ಮಾತನಾಡಿ ಜಿಲ್ಲೆಯಲ್ಲಿ ಜನವರಿ: [771, 540, 943, 635]
- himachal-col3: ನಿರಂತರ ಮಳೆಯಾಗುತ್ತಿದೆ ಮತ್ತು ಜಿಲ್ಲೆಯಾದ್ಯಂತ ಹಲವಾರು ಸ್ಥಳಗಳಲ್ಲಿ ಭೂಕುಸಿತದ ಘಟನೆಗಳು ವರದಿಯಾಗಿವೆ ಎಂದು ಉಲ್ಲೇಖಿಸಲಾಗಿದೆ. ಪ್ರತಿಕೂಲ ಹವಾಮಾನವು ವಿದ್ಯಾರ್ಥಿಗಳ ಸುರಕ್ಷತೆಗೆ ಅಪಾಯ ತಂದೊಡ್ಡುತ್ತದೆ ಎಂದು ಅವರು ಹೇಳಿದ್ದಾರೆ. ಶಿಕ್ಷಕರು ಮತ್ತು ಆಡಳಿತ ಸಿಬ್ಬಂದಿ ಶಾಲೆಗಳಿಗೆ ಹಾಜರಾಗಬೇಕು ಎಂದು ಸೂಚಿಸಲಾಗಿದೆ. ಈ ಮಧ್ಯೆ, ಪ್ರವಾಹ ಪೀಡಿತ ಕುಟುಂಬಗಳು ಸುರಕ್ಷಿತ ಸ್ಥಳಗಳಿಗೆ ಸ್ಥಳಾಂತರ ಕಾರ್ಯ ನಡೆಯುತ್ತಿದೆ.: [396, 859, 571, 1074]
- fund-probe-col1: ನಿಯಮ ಉಲ್ಲಂಘನೆ ಮತ್ತು ನಿಧಿಯ ಅಕ್ರಮ ಬಳಕೆ ಕುರಿತು ಪುರಾವೆ ಸಿಕ್ಕಿದ್ದಿ ಮುಂದಿನ ಕ್ರಮ ಕೈಗೊಳ್ಳಲಾಗುವುದು ಎಂದು ಮೂಲಗಳು ತಿಳಿಸಿವೆ. ವಿಜಾರಣೆಯ ಭಾಗವಾಗಿ, ಸ್ಟೇಟ್ ಬ್ಯಾಂಕ್ ಆಫ್ ಇಂಡಿಯಾ ಮತ್ತು ಇತರ ಬ್ಯಾಂಕ್‌ಗಳಿಗೆ ಪತ್ರ ಬರೆಯಲಾಗಿದೆ. ಅವರ ಹಣ ಮತ್ತು ಇತರ ವಿವರಗಳು, ಬಹಿರ ಮಾಹಿತಿ ಮತ್ತು ಎಸ್ ಜಿ ಗಳಿಗೆ ಸಂಬಂಧಿಸಿದ ಎಲ್ಲ ಹಣಕಾಸಿನ ವಹಿವಾಟು ದಾಖಲೆಗಳನ್ನು ನೀಡುವಂತೆ ಮನವಿ ಮಾಡಲಾಗಿದೆ. ಮೈಸೂರಿನ ಒಡನಾಡಿ ಮತ್ತು: [52, 232, 215, 487]
- headline-teachers-day-2: ದಿನಾಚರಣೆ: [702, 1684, 832, 1727]
- registration-dot-black2: [1441, 2369, 1454, 2383]
- footer-imprint: Edited, Printed and Published by B.T. Amuthan, M.A. for M/s Karnataka News Publications (P) Limited at M/s Elegant Offset Printers Pvt. Ltd., M.T. Sagar Industrial Estate, Near Tatwadarsh Hospital, HUBBALLI-580 030. RNI No. 50370/89: [182, 2319, 1352, 2332]
- shoppers-ad-en1: SANJEVANI: [601, 2123, 745, 2151]
- shoppers-ad-en2: SHOPPERS: [603, 2152, 743, 2180]
- missile-col1: ಕುರಾಯೆವ್ ಪ್ರತಿಕ್ರಿಯಿಸಿ ಭಾರತ ಮತ್ತು ರಷ್ಯಾ ನಡುವೆ 2018 ರಲ್ಲಿ ಐದು ಎಸ್-400 ಕ್ಷಿಪಣಿ ವ್ಯವಸ್ಥೆಗೆ 5.5 ಬಿಲಿಯನ್ ಡಾಲರ್ ರಕ್ಷಣಾ ವ್ಯವಸ್ಥೆಯ ಒಪ್ಪಂದಕ್ಕೆ ಸಹಿ ಹಾಕಲಾಗಿತ್ತು. ಈಗಾಗಲೇ 3 ಕ್ಷಿಪಣಿಗಳನ್ನು ಭಾರತಕ್ಕೆ ಹಸ್ತಾಂತರ ಮಾಡಲಾಗಿದೆ. ಉಳಿದ ಎರಡು ಕ್ಷಿಪಣಿಗಳನ್ನು ಮುಂದಿನ ವರ್ಷದಲ್ಲಿ ಪೂರೈಕೆ ಮಾಡುವ ಉದ್ದೇಶವಿದೆ ಎಂದಿದ್ದಾರೆ. ಮೇ ತಿಂಗಳಲ್ಲಿ ಪಾಕಿಸ್ತಾನ ಮತ್ತು ಪಾಕ್ ಆಕ್ರಮಿತ ಕಾಶ್ಮೀರದಲ್ಲಿ: [52, 1263, 215, 1478]
- headline-nano-urea-1: ನ್ಯಾನೋ ಯೂರಿಯಾ ಬಳಸಲು: [139, 1843, 483, 1884]
- north-rain-col2: ಉತ್ತರಾಖಂಡದಲ್ಲಿ ಕಳೆದ ಕೆಲವು ದಿನಗಳಿಂದ ನಿರಂತರವಾಗಿ ಮಳೆ ಸುರಿಯುತ್ತಿದ್ದು ಭೂಕುಸಿತ ಮತ್ತು ನೆರೆ ಪ್ರವಾಹಕ್ಕೆ ಕಾರಣವಾಗಿದೆ. ಇದು ಜನರ ಸಾವು-ನೋವುಗಳಿಗೆ ಕಾರಣವಾಗಿದೆ. ಜತೆಗೆ ಆಸ್ತಿಪಾಸ್ತಿ ಹಾನಿಯಾಗಿದೆ. ಪಂಜಾಬ್‌ನಲ್ಲಿಯೂ ಮಳೆಯ ಅವಾಂತರದಿಂದಾಗಿ ಪರಿಸ್ಥಿತಿ ಭೀಕರವಾಗಿದೆ. ಮಳೆ ಸಂಬಂಧಿತ: [224, 601, 387, 776]
- fund-probe-col3: ಫಂಡಿಂಗ್ ಆಗುತ್ತಿದೆ. ಇದಲ್ಲದೆ ಕೆಲ ಬರಹಗಾರರ ಪ್ರಕರಣವನ್ನು ರಾಷ್ಟ್ರೀಯ ತನಿಖಾ ಸಂಸ್ಥೆಗೆ ವಹಿಸಬೇಕು ಎಂದು ಒತ್ತಾಯಿಸಿದ್ದರು. ಧರ್ಮಸ್ಥಳದ ವಿರುದ್ಧ ಷಡ್ಯಂತ್ರ ನಡೆಸುತ್ತಿರುವ ಶಕ್ತಿಗಳಿಗೆ ವಿದೇಶಗಳಿಂದ ಹಣ ಬರುತ್ತಿದೆ ಎಂಬ ಆರೋಪದ ಹಿನ್ನೆಲೆಯಲ್ಲಿ ಇಡಿ ತನಿಖೆ ಆರಂಭಿಸಿದ್ದು ಧರ್ಮಸ್ಥಳದ ವಿರುದ್ಧ ಅಪಪ್ರಚಾರ ನಡೆಸುತ್ತಿರುವ ಯೂಟ್ಯೂಬರ್‌ಗಳ ಹಣಕಾಸಿನ ಮೂಲವನ್ನು ಪತ್ತೆ ಹಚ್ಚುವ ಕೆಲಸ ನಡೆದಿದೆ.: [396, 232, 571, 447]
